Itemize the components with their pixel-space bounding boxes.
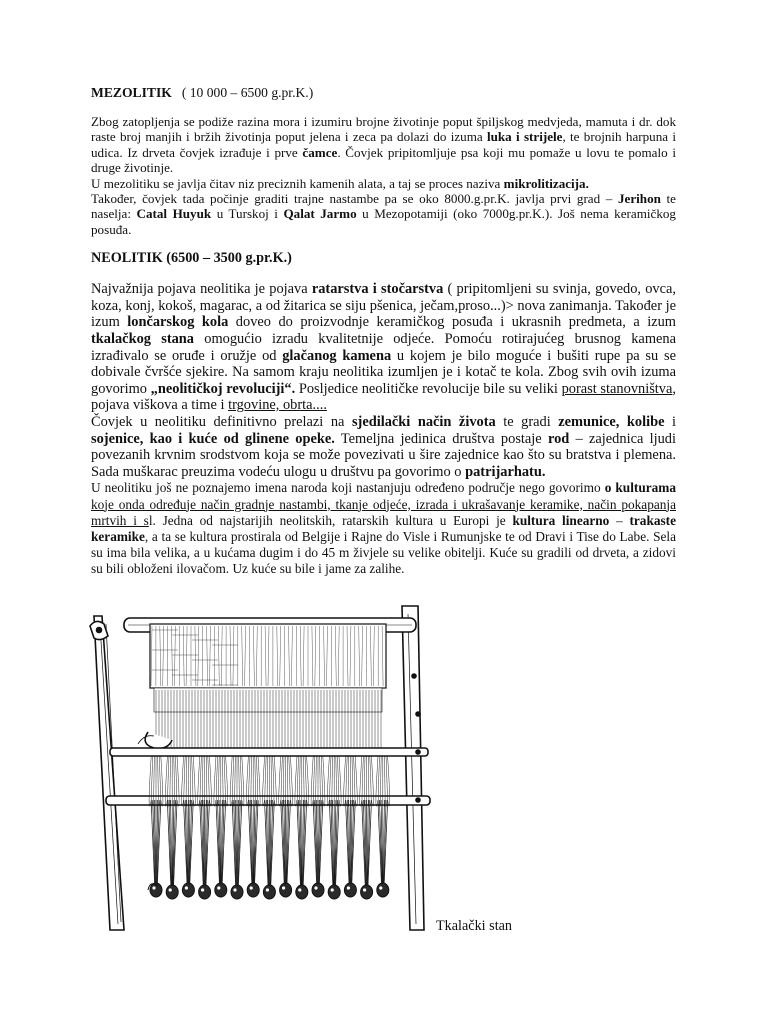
mezolitik-title: MEZOLITIK [91, 85, 172, 100]
bold-term: luka i strijele [486, 129, 563, 145]
bold-term: sojenice, kao i kuće od glinene opeke. [91, 430, 335, 447]
text-run: . Čovjek pripitomljuje psa koji mu pomaže u lovu te pomalo i druge životinje. [91, 144, 676, 176]
neolitik-paragraph-3 [91, 480, 676, 577]
figure-caption: Tkalački stan [436, 918, 513, 934]
mezolitik-paragraph-1 [91, 114, 676, 176]
underlined-term: trgovine, obrta.... [228, 397, 327, 414]
text-run: ( pripitomljeni su svinja, govedo, ovca, koza, konj, kokoš, magarac, a od žitarica se siju pšenica, ječam,proso...)> nova zanimanja. Također je izum [91, 281, 676, 331]
underlined-term: koje onda određuje način gradnje nastambi, tkanje odjeće, izrada i ukrašavanje keramike, način pokapanja mrtvih i s [91, 496, 676, 528]
bold-term: zemunice, kolibe [558, 414, 665, 430]
bold-term: sjedilački način života [351, 414, 496, 430]
text-run: U mezolitiku se javlja čitav niz preciznih kamenih alata, a taj se proces naziva [91, 175, 504, 191]
text-run: , te brojnih harpuna i udica. Iz drveta čovjek izrađuje i prve [91, 129, 676, 160]
text-run: te gradi [495, 414, 559, 430]
bold-term: trakaste keramike [91, 512, 676, 544]
bold-term: patrijarhatu. [465, 463, 546, 480]
text-run: doveo do proizvodnje keramičkog posuđa i ukrasnih predmeta, a izum [228, 314, 676, 331]
bold-term: mikrolitizacija. [503, 175, 589, 191]
text-run: omogućio izradu kvalitetnije odjeće. Pomoću rotirajućeg brusnog kamena izrađivalo se oruđe i oružje od [91, 331, 676, 364]
loom-illustration [88, 604, 444, 936]
bold-term: „neolitičkoj revoluciji“. [150, 380, 296, 397]
text-run: te naselja: [91, 191, 676, 222]
text-run: , pojava viškova a time i [91, 380, 676, 414]
text-run: Temeljna jedinica društva postaje [334, 430, 548, 447]
text-run: Zbog zatopljenja se podiže razina mora i izumiru brojne životinje poput špiljskog medvjeda, mamuta i dr. dok raste broj manjih i bržih životinja poput jelena i zeca pa dolazi do izuma [91, 114, 676, 145]
bold-term: o kulturama [604, 480, 676, 496]
bold-term: rod [547, 430, 570, 447]
text-run: Najvažnija pojava neolitika je pojava [91, 281, 312, 298]
text-run: Također, čovjek tada počinje graditi trajne nastambe pa se oko 8000.g.pr.K. javlja prvi grad – [91, 191, 618, 207]
bold-term: čamce [302, 144, 338, 160]
text-run: Čovjek u neolitiku definitivno prelazi na [91, 414, 352, 430]
text-run: u kojem je bilo moguće i bušiti rupe pa su se dobivale čvršće sjekire. Na samom kraju neolitika izumljen je i kotač te kola. Zbog svih ovih izuma govorimo [91, 347, 676, 397]
document-page [91, 84, 676, 578]
text-run: U neolitiku još ne poznajemo imena naroda koji nastanjuju određeno područje nego govorimo [91, 480, 605, 496]
bold-term: Catal Huyuk [136, 206, 212, 222]
text-run: Posljedice neolitičke revolucije bile su veliki [295, 380, 562, 397]
bold-term: Jerihon [617, 191, 661, 207]
bold-term: lončarskog kola [127, 314, 229, 331]
bold-term: kultura linearno [512, 512, 610, 528]
text-run: l. Jedna od najstarijih neolitskih, ratarskih kultura u Europi je [148, 512, 513, 528]
text-run: i [664, 414, 677, 430]
neolitik-heading: NEOLITIK (6500 – 3500 g.pr.K.) [91, 250, 292, 267]
text-run: – zajednica ljudi povezanih krvnim srodstvom koja se može povezivati u šire zajednice kao što su bratstva i plemena. Sada muškarac preuzima vodeću ulogu u društvu pa govorimo o [91, 430, 677, 480]
text-run: – [609, 512, 630, 528]
text-run: u Turskoj i [211, 206, 284, 222]
bold-term: tkalačkog stana [91, 331, 194, 348]
loom-icon [88, 604, 444, 936]
mezolitik-paragraph-2 [91, 176, 676, 191]
mezolitik-heading [91, 84, 676, 102]
bold-term: Qalat Jarmo [283, 206, 357, 222]
text-run: u Mezopotamiji (oko 7000g.pr.K.). Još nema keramičkog posuđa. [91, 206, 676, 237]
underlined-term: porast stanovništva [561, 380, 673, 397]
mezolitik-dates: ( 10 000 – 6500 g.pr.K.) [181, 85, 314, 100]
neolitik-paragraph-2 [91, 414, 676, 480]
mezolitik-paragraph-3 [91, 191, 676, 237]
bold-term: glačanog kamena [282, 347, 392, 364]
text-run: , a ta se kultura prostirala od Belgije i Rajne do Visle i Rumunjske te od Dravi i Tise do Labe. Sela su ima bila velika, a u kućama dugim i do 45 m živjele su velike obitelji. Kuće su gradili od drveta, a zidovi su bili obloženi ilovačom. Uz kuće su bile i jame za zalihe. [91, 528, 676, 577]
neolitik-paragraph-1 [91, 281, 676, 414]
bold-term: ratarstva i stočarstva [311, 281, 444, 298]
